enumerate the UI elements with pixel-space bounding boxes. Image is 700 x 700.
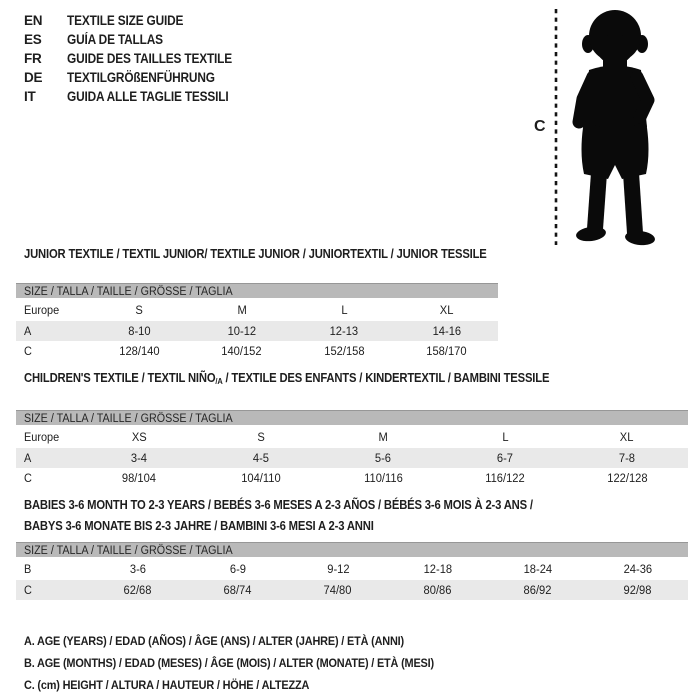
size-header-row [16,543,688,559]
toddler-silhouette [553,3,699,249]
table-row-europe [16,426,688,448]
age-cell: 12-13 [329,323,359,338]
row-label: B [24,562,32,577]
height-cell: 122/128 [606,471,648,486]
height-cell: 92/98 [624,582,652,597]
measure-c-label: C [534,118,546,135]
babies-section [16,494,688,600]
height-measure-figure [520,3,700,251]
height-cell: 62/68 [124,582,152,597]
row-label: A [24,323,32,338]
height-cell: 152/158 [324,344,365,359]
months-cell: 3-6 [129,562,147,577]
language-code: FR [24,50,42,66]
babies-table-title: BABIES 3-6 MONTH TO 2-3 YEARS / BEBÉS 3-6 MESES A 2-3 AÑOS / BÉBÉS 3-6 MOIS À 2-3 ANS / BABYS 3-6 MONATE BIS 2-3 JAHRE / BAMBINI 3-6 MESI A 2-3 ANNI [24,497,533,533]
children-table-title: CHILDREN'S TEXTILE / TEXTIL $NIÑO_{/A}$ / TEXTILE DES ENFANTS / KINDERTEXTIL / BAMBINI TESSILE [24,370,550,386]
size-header-label: SIZE / TALLA / TAILLE / GRÖSSE / TAGLIA [24,411,233,425]
size-cell: XS [131,430,147,445]
size-cell: L [341,303,348,318]
language-row-it [24,88,255,107]
age-cell: 6-7 [496,450,514,465]
height-cell: 80/86 [424,582,452,597]
legend-line-b: B. AGE (MONTHS) / EDAD (MESES) / ÂGE (MOIS) / ALTER (MONATE) / ETÀ (MESI) [24,656,434,670]
legend-line-a: A. AGE (YEARS) / EDAD (AÑOS) / ÂGE (ANS) / ALTER (JAHRE) / ETÀ (ANNI) [24,634,404,648]
size-header-row [16,411,688,427]
table-row-months [16,558,688,580]
age-cell: 7-8 [618,450,636,465]
months-cell: 12-18 [423,562,453,577]
language-code: IT [24,88,36,104]
months-cell: 9-12 [326,562,350,577]
language-code: DE [24,69,43,85]
language-title-list [24,12,255,107]
size-cell: L [501,430,509,445]
language-row-en [24,12,255,31]
row-label: Europe [24,303,60,318]
size-header-label: SIZE / TALLA / TAILLE / GRÖSSE / TAGLIA [24,284,233,298]
row-label: C [24,582,32,597]
height-cell: 158/170 [426,344,467,359]
age-cell: 3-4 [130,450,148,465]
size-cell: XL [620,430,634,445]
size-cell: M [378,430,388,445]
children-section [16,370,688,489]
size-header-row [16,284,498,300]
guide-title-fr: GUIDE DES TAILLES TEXTILE [67,50,233,66]
children-size-table [16,410,688,489]
guide-title-es: GUÍA DE TALLAS [67,31,163,47]
age-cell: 10-12 [227,323,257,338]
size-cell: XL [439,303,454,318]
height-cell: 104/110 [241,471,281,486]
height-cell: 68/74 [224,582,252,597]
row-label: C [24,471,32,486]
height-cell: 116/122 [485,471,525,486]
months-cell: 6-9 [229,562,247,577]
junior-section [16,246,498,362]
table-row-europe [16,299,498,321]
table-row-age [16,448,688,469]
age-cell: 5-6 [374,450,392,465]
height-cell: 110/116 [363,471,403,486]
months-cell: 24-36 [623,562,653,577]
language-row-es [24,31,255,50]
table-row-height [16,580,688,601]
title-subscript: /A [215,376,223,386]
guide-title-en: TEXTILE SIZE GUIDE [67,13,184,28]
junior-size-table [16,283,498,362]
months-cell: 18-24 [523,562,553,577]
language-code: ES [24,31,42,47]
table-row-height [16,341,498,362]
measure-legend [24,630,490,696]
size-cell: S [135,303,143,318]
legend-line-c: C. (cm) HEIGHT / ALTURA / HAUTEUR / HÖHE / ALTEZZA [24,678,310,692]
language-row-de [24,69,255,88]
age-cell: 8-10 [128,323,151,338]
junior-table-title: JUNIOR TEXTILE / TEXTIL JUNIOR/ TEXTILE JUNIOR / JUNIORTEXTIL / JUNIOR TESSILE [24,246,487,261]
table-row-age [16,321,498,342]
height-cell: 74/80 [324,582,352,597]
height-cell: 98/104 [121,471,157,486]
size-cell: S [257,430,265,445]
toddler-silhouette-shape [575,10,655,247]
row-label: C [24,344,32,359]
babies-size-table [16,542,688,600]
guide-title-it: GUIDA ALLE TAGLIE TESSILI [67,88,229,104]
row-label: Europe [24,430,60,445]
row-label: A [24,450,32,465]
table-row-height [16,468,688,489]
height-cell: 86/92 [524,582,552,597]
language-code: EN [24,13,43,28]
height-cell: 140/152 [221,344,262,359]
size-header-label: SIZE / TALLA / TAILLE / GRÖSSE / TAGLIA [24,543,233,557]
age-cell: 4-5 [252,450,270,465]
size-cell: M [237,303,247,318]
height-cell: 128/140 [119,344,160,359]
language-row-fr [24,50,255,69]
guide-title-de: TEXTILGRÖßENFÜHRUNG [67,69,215,85]
age-cell: 14-16 [432,323,462,338]
